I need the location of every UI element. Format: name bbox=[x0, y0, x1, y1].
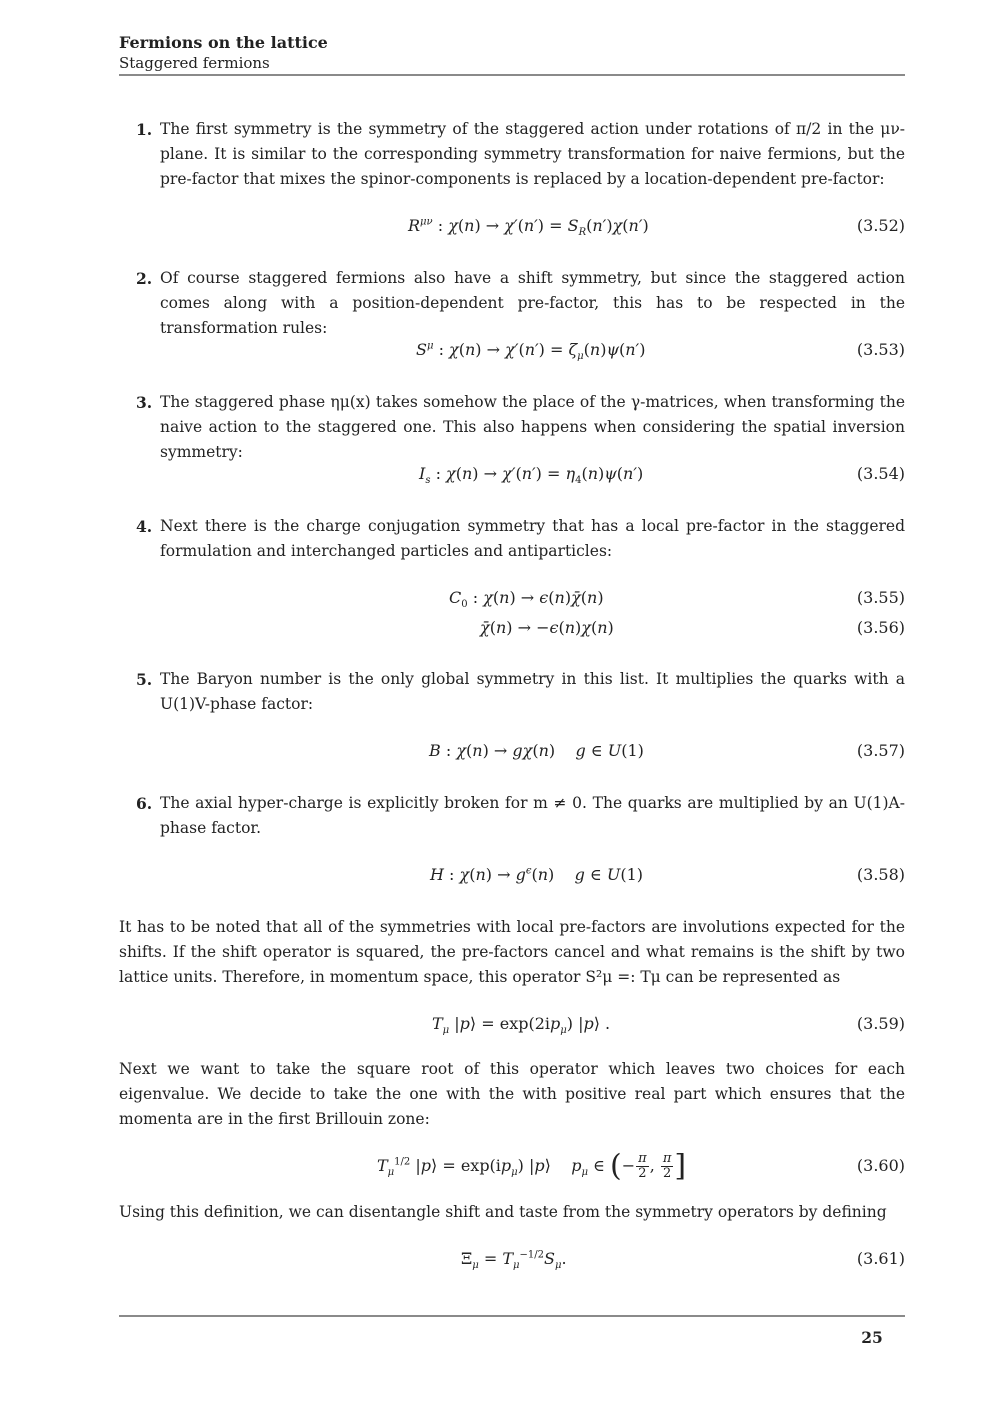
list-item bbox=[136, 266, 905, 341]
list-text: Of course staggered fermions also have a shift symmetry, but since the staggered action comes along with a position-dependent pre-factor, this has to be respected in the transformation rules: bbox=[160, 269, 905, 337]
equation bbox=[119, 336, 905, 364]
equation-number: (3.56) bbox=[856, 618, 905, 637]
list-text: The first symmetry is the symmetry of the staggered action under rotations of π/2 in the μν-plane. It is similar to the corresponding symmetry transformation for naive fermions, but the pre-factor that mixes the spinor-components is replaced by a location-dependent pre-factor: bbox=[160, 120, 905, 188]
equation-number: (3.53) bbox=[856, 340, 905, 359]
equation-number: (3.59) bbox=[856, 1014, 905, 1033]
equation-number: (3.52) bbox=[856, 216, 905, 235]
equation-number: (3.61) bbox=[856, 1249, 905, 1268]
equation-body: B : χ(n) → gχ(n) g ∈ U(1) bbox=[429, 741, 644, 760]
list-number: 6. bbox=[136, 794, 153, 813]
equation-body: $I_s$ : $\chi(n) \to \chi'(n') = \eta_4(n)\psi(n')$ bbox=[419, 464, 644, 487]
list-text: Next there is the charge conjugation symmetry that has a local pre-factor in the staggered formulation and interchanged particles and antiparticles: bbox=[160, 517, 905, 560]
equation-body: H : $\chi(n) \to g^\epsilon(n)$ g ∈ U(1) bbox=[430, 865, 644, 884]
equation-number: (3.58) bbox=[856, 865, 905, 884]
equation-number: (3.54) bbox=[856, 464, 905, 483]
equation bbox=[119, 861, 905, 889]
list-number: 2. bbox=[136, 269, 153, 288]
section-title: Staggered fermions bbox=[119, 54, 270, 72]
list-number: 1. bbox=[136, 120, 153, 139]
equation bbox=[119, 212, 905, 240]
body-paragraph: It has to be noted that all of the symmetries with local pre-factors are involutions expected for the shifts. If the shift operator is squared, the pre-factors cancel and what remains is the shift by two lattice units. Therefore, in momentum space, this operator S²μ =: Tμ can be represented as bbox=[119, 918, 905, 986]
list-item bbox=[136, 117, 905, 192]
equation-number: (3.55) bbox=[856, 588, 905, 607]
running-header bbox=[119, 32, 905, 74]
page-number: 25 bbox=[861, 1328, 883, 1347]
list-number: 3. bbox=[136, 393, 153, 412]
equation bbox=[119, 1148, 905, 1184]
equation-body: $\Xi_\mu = T_\mu^{-1/2}S_\mu$. bbox=[461, 1249, 567, 1272]
equation bbox=[119, 584, 905, 612]
list-text: The Baryon number is the only global symmetry in this list. It multiplies the quarks with a U(1)V-phase factor: bbox=[160, 670, 905, 713]
equation bbox=[119, 737, 905, 765]
equation-body: $C_0$ : χ(n) → ϵ(n)χ̄(n) bbox=[449, 588, 604, 611]
equation bbox=[119, 1245, 905, 1273]
equation-body: χ̄(n) → −ϵ(n)χ(n) bbox=[480, 618, 614, 637]
list-text: The axial hyper-charge is explicitly broken for m ≠ 0. The quarks are multiplied by an U(1)A-phase factor. bbox=[160, 794, 905, 837]
equation-number: (3.57) bbox=[856, 741, 905, 760]
equation-body: $S^\mu$ : $\chi(n) \to \chi'(n') = \zeta_\mu(n)\psi(n')$ bbox=[416, 340, 646, 363]
equation-body: $T_\mu^{1/2}$ |p⟩ = $\exp(ip_\mu)$ |p⟩ $p_\mu$ ∈ (− $\frac{\pi}{2}$ , $\frac{\pi}{2}$ ] bbox=[377, 1148, 687, 1184]
equation-body: $R^{\mu\nu}$ : $\chi(n) \to \chi'(n') = S_R(n')\chi(n')$ bbox=[408, 216, 649, 239]
equation-body: $T_\mu$ |p⟩ = $\exp(2ip_\mu)$ |p⟩ . bbox=[432, 1014, 611, 1037]
body-paragraph: Next we want to take the square root of this operator which leaves two choices for each eigenvalue. We decide to take the one with the with positive real part which ensures that the momenta are in the first Brillouin zone: bbox=[119, 1060, 905, 1128]
list-item bbox=[136, 667, 905, 717]
header-rule bbox=[119, 74, 905, 76]
list-number: 4. bbox=[136, 517, 153, 536]
equation bbox=[119, 460, 905, 488]
equation bbox=[119, 614, 905, 642]
list-number: 5. bbox=[136, 670, 153, 689]
list-text: The staggered phase ημ(x) takes somehow the place of the γ-matrices, when transforming the naive action to the staggered one. This also happens when considering the spatial inversion symmetry: bbox=[160, 393, 905, 461]
equation bbox=[119, 1010, 905, 1038]
chapter-title: Fermions on the lattice bbox=[119, 33, 328, 52]
footer-rule bbox=[119, 1315, 905, 1317]
list-item bbox=[136, 791, 905, 841]
list-item bbox=[136, 514, 905, 564]
body-paragraph: Using this definition, we can disentangle shift and taste from the symmetry operators by defining bbox=[119, 1203, 887, 1221]
equation-number: (3.60) bbox=[856, 1156, 905, 1175]
list-item bbox=[136, 390, 905, 465]
